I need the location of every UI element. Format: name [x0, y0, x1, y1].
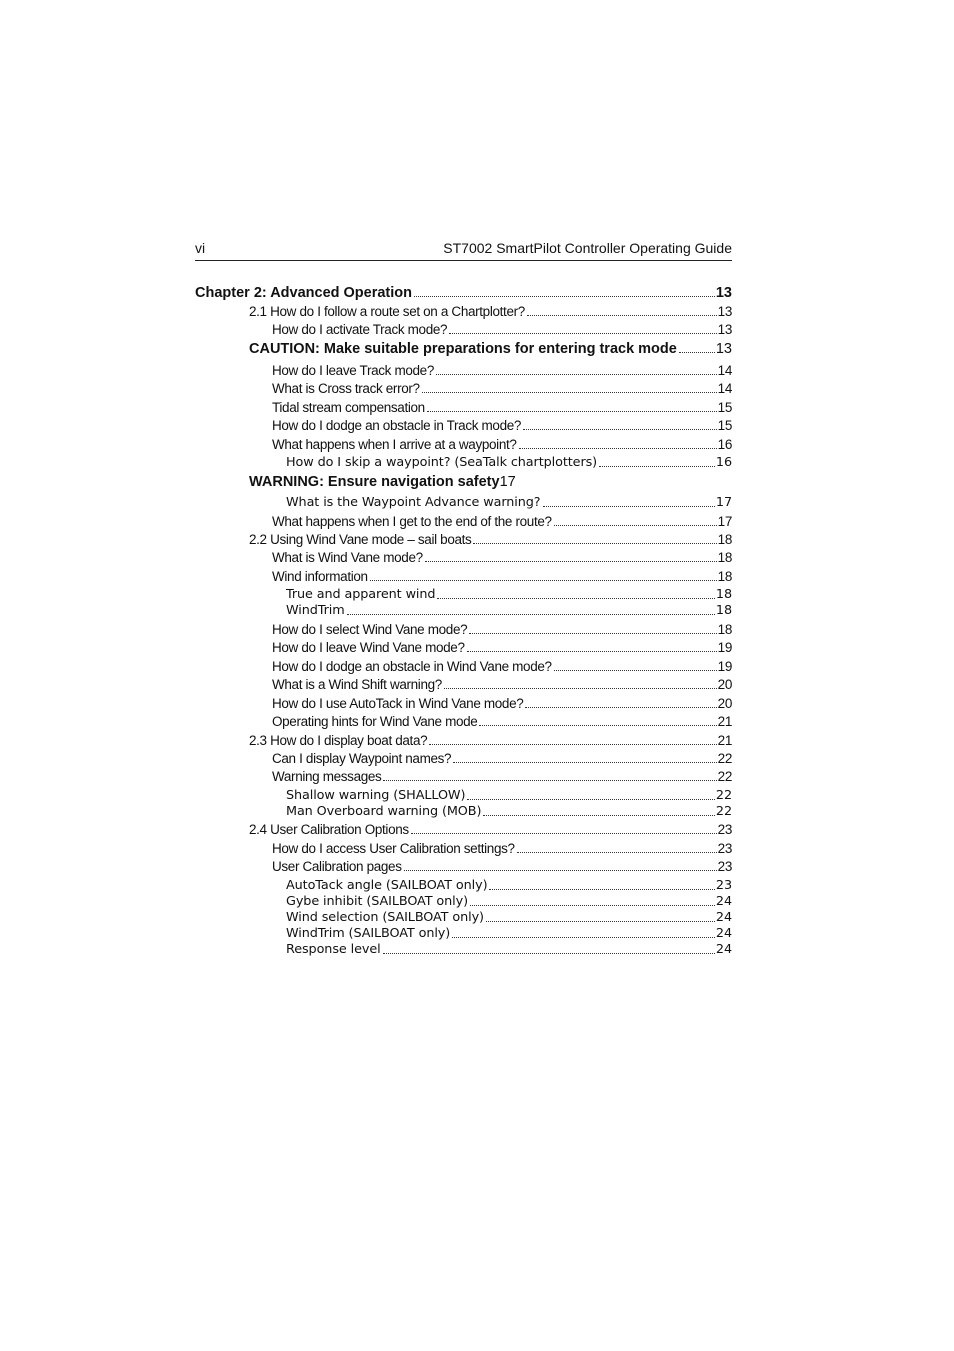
toc-entry[interactable]: How do I access User Calibration settings? 23: [272, 841, 732, 856]
toc-entry[interactable]: True and apparent wind 18: [286, 587, 732, 602]
toc-entry[interactable]: AutoTack angle (SAILBOAT only) 23: [286, 878, 732, 893]
toc-entry[interactable]: Tidal stream compensation 15: [272, 400, 732, 415]
toc-entry[interactable]: User Calibration pages 23: [272, 859, 732, 874]
toc-entry[interactable]: WindTrim (SAILBOAT only) 24: [286, 926, 732, 941]
toc-entry-warning[interactable]: WARNING: Ensure navigation safety 17: [249, 474, 516, 490]
toc-entry-2-4[interactable]: 2.4 User Calibration Options 23: [249, 822, 732, 837]
toc-entry-caution[interactable]: CAUTION: Make suitable preparations for entering track mode 13: [249, 341, 732, 357]
toc-entry[interactable]: Response level 24: [286, 942, 732, 957]
toc-entry[interactable]: Operating hints for Wind Vane mode 21: [272, 714, 732, 729]
toc-entry[interactable]: How do I leave Wind Vane mode? 19: [272, 640, 732, 655]
toc-entry[interactable]: How do I leave Track mode? 14: [272, 363, 732, 378]
toc-entry[interactable]: How do I use AutoTack in Wind Vane mode? 20: [272, 696, 732, 711]
toc-entry[interactable]: How do I activate Track mode? 13: [272, 322, 732, 337]
toc-entry-chapter-2[interactable]: Chapter 2: Advanced Operation 13: [195, 285, 732, 301]
toc-entry[interactable]: How do I select Wind Vane mode? 18: [272, 622, 732, 637]
toc-entry[interactable]: How do I dodge an obstacle in Wind Vane mode? 19: [272, 659, 732, 674]
page-number: vi: [195, 240, 206, 256]
toc-entry[interactable]: What is a Wind Shift warning? 20: [272, 677, 732, 692]
toc-entry[interactable]: What happens when I arrive at a waypoint? 16: [272, 437, 732, 452]
toc-entry[interactable]: What is Cross track error? 14: [272, 381, 732, 396]
toc-entry[interactable]: What is the Waypoint Advance warning? 17: [286, 495, 732, 510]
toc-entry[interactable]: Shallow warning (SHALLOW) 22: [286, 788, 732, 803]
toc-entry[interactable]: What happens when I get to the end of the route? 17: [272, 514, 732, 529]
toc-entry[interactable]: How do I skip a waypoint? (SeaTalk chartplotters) 16: [286, 455, 732, 470]
toc-entry[interactable]: Gybe inhibit (SAILBOAT only) 24: [286, 894, 732, 909]
toc-entry-2-1[interactable]: 2.1 How do I follow a route set on a Chartplotter? 13: [249, 304, 732, 319]
toc-entry[interactable]: Wind selection (SAILBOAT only) 24: [286, 910, 732, 925]
toc-entry[interactable]: What is Wind Vane mode? 18: [272, 550, 732, 565]
toc-entry[interactable]: Can I display Waypoint names? 22: [272, 751, 732, 766]
toc-entry[interactable]: Man Overboard warning (MOB) 22: [286, 804, 732, 819]
toc-entry[interactable]: How do I dodge an obstacle in Track mode? 15: [272, 418, 732, 433]
page-header: [195, 238, 732, 261]
toc-entry[interactable]: Wind information 18: [272, 569, 732, 584]
toc-entry-2-3[interactable]: 2.3 How do I display boat data? 21: [249, 733, 732, 748]
toc-entry[interactable]: Warning messages 22: [272, 769, 732, 784]
toc-entry[interactable]: WindTrim 18: [286, 603, 732, 618]
toc-entry-2-2[interactable]: 2.2 Using Wind Vane mode – sail boats 18: [249, 532, 732, 547]
document-title: ST7002 SmartPilot Controller Operating Guide: [443, 240, 732, 256]
